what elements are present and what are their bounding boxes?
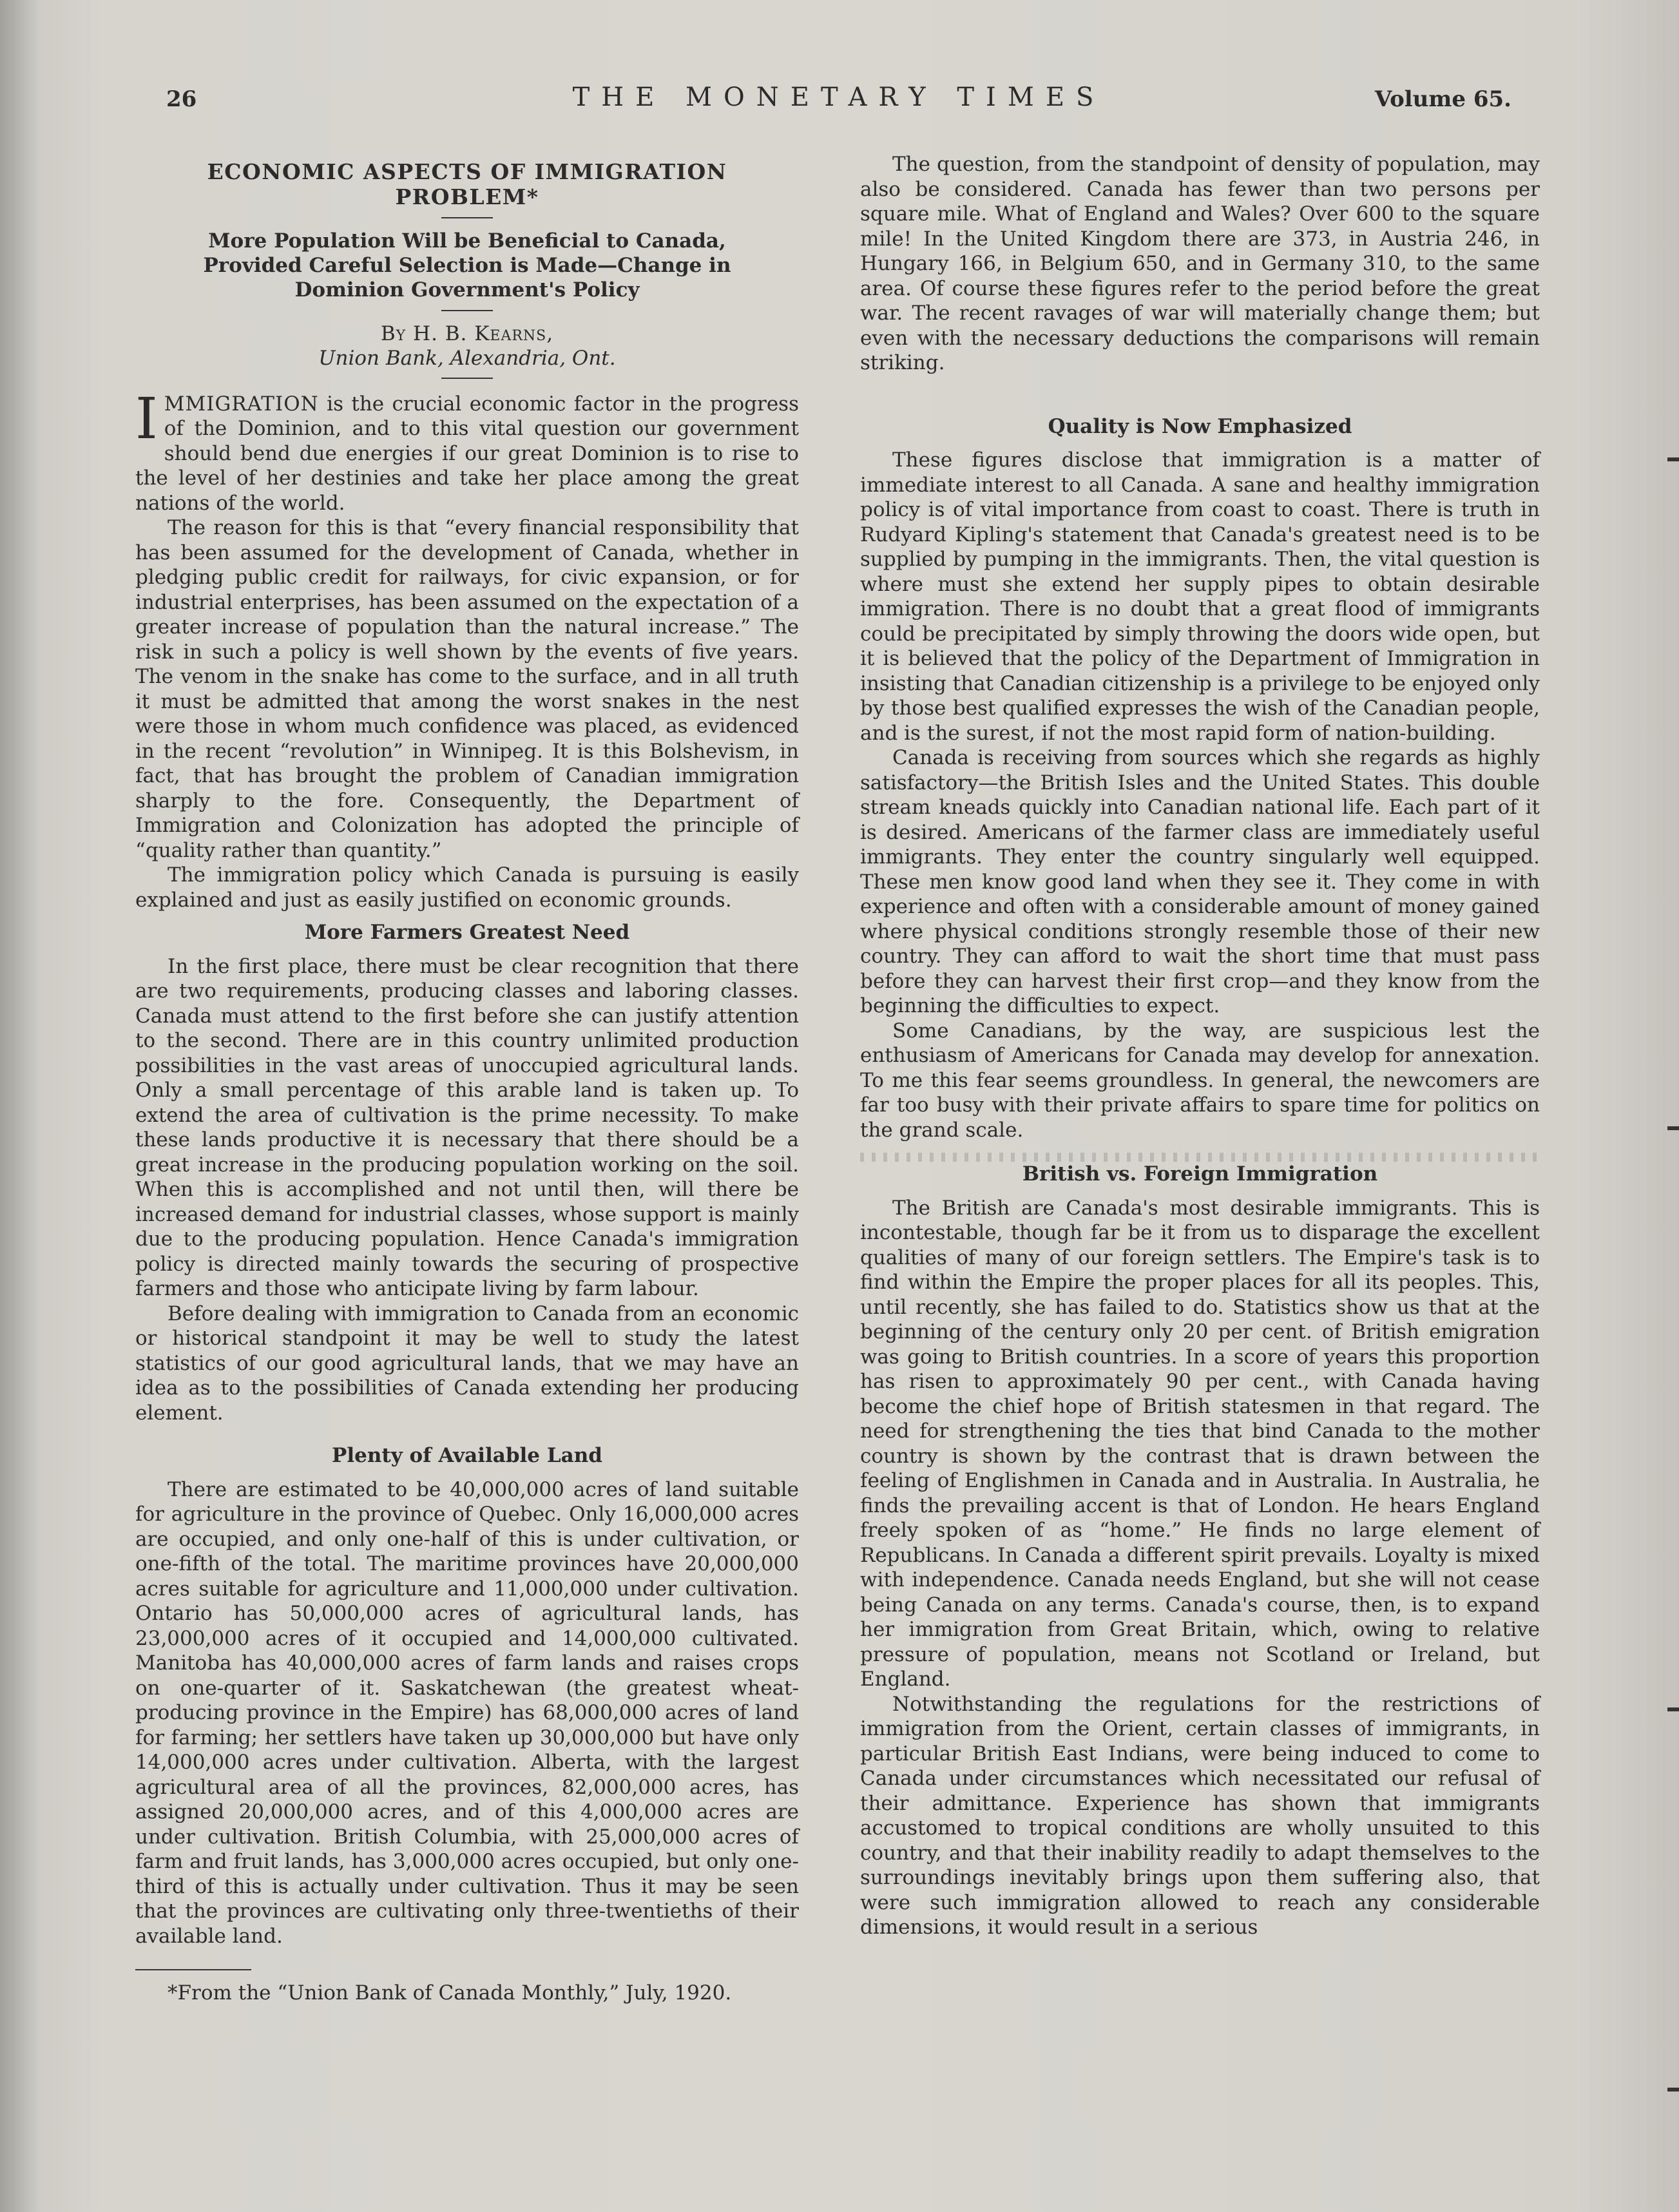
masthead: THE MONETARY TIMES <box>572 82 1106 112</box>
article-title: ECONOMIC ASPECTS OF IMMIGRATION PROBLEM* <box>207 159 727 209</box>
paragraph: The question, from the standpoint of density of population, may also be considered. Canada has fewer than two persons per square mile. What of England and Wales? Over 600 to the square mile! In the United Kingdom there are 373, in Austria 246, in Hungary 166, in Belgium 650, and in Germany 310, to the same area. Of course these figures refer to the period before the great war. The recent ravages of war will materially change them; but even with the necessary deductions the comparisons will remain striking. <box>860 153 1540 374</box>
binding-mark <box>1667 1707 1679 1711</box>
lead-word: MMIGRATION <box>164 392 319 416</box>
author-affiliation: Union Bank, Alexandria, Ont. <box>318 346 616 370</box>
binding-mark <box>1667 1126 1679 1130</box>
binding-mark <box>1667 457 1679 461</box>
page-header <box>166 82 1511 121</box>
paragraph: The British are Canada's most desirable immigrants. This is incontestable, though far be it from us to disparage the excellent qualities of many of our foreign settlers. The Empire's task is to find within the Empire the proper places for all its peoples. This, until recently, she has failed to do. Statistics show us that at the beginning of the century only 20 per cent. of British emigration was going to British countries. In a score of years this proportion has risen to approximately 90 per cent., with Canada having become the chief hope of British statesmen in that regard. The need for strengthening the ties that bind Canada to the mother country is shown by the contrast that is drawn between the feeling of Englishmen in Canada and in Australia. In Australia, he finds the prevailing accent is that of London. He hears England freely spoken of as “home.” He finds no large element of Republicans. In Canada a different spirit prevails. Loyalty is mixed with independence. Canada needs England, but she will not cease being Canada on any terms. Canada's course, then, is to expand her immigration from Great Britain, which, owing to relative pressure of population, means not Scotland or Ireland, but England. <box>860 1196 1540 1691</box>
page-number: 26 <box>166 86 197 112</box>
section-heading-farmers: More Farmers Greatest Need <box>304 921 630 944</box>
paragraph: In the first place, there must be clear recognition that there are two requirements, producing classes and laboring classes. Canada must attend to the first before she can justify attention to the second. There are in this country unlimited production possibilities in the vast areas of unoccupied agricultural lands. Only a small percentage of this arable land is taken up. To extend the area of cultivation is the prime necessity. To make these lands productive it is necessary that there should be a great increase in the producing population working on the soil. When this is accomplished and not until then, will there be increased demand for industrial classes, whose support is mainly due to the producing population. Hence Canada's immigration policy is directed mainly towards the securing of prospective farmers and those who anticipate living by farm labour. <box>135 954 799 1300</box>
title-rule <box>441 217 493 218</box>
section-heading-british: British vs. Foreign Immigration <box>1022 1162 1378 1186</box>
paragraph: These figures disclose that immigration is a matter of immediate interest to all Canada. A sane and healthy immigration policy is of vital importance from coast to coast. There is truth in Rudyard Kipling's statement that Canada's greatest need is to be supplied by pumping in the immigrants. Then, the vital question is where must she extend her supply pipes to obtain desirable immigration. There is no doubt that a great flood of immigrants could be precipitated by simply throwing the doors wide open, but it is believed that the policy of the Department of Immigration in insisting that Canadian citizenship is a privilege to be enjoyed only by those best qualified expresses the wish of the Canadian people, and is the surest, if not the most rapid form of nation-building. <box>860 448 1540 745</box>
subtitle-rule <box>441 310 493 311</box>
paragraph: Canada is receiving from sources which she regards as highly satisfactory—the British Isles and the United States. This double stream kneads quickly into Canadian national life. Each part of it is desired. Americans of the farmer class are immediately useful immigrants. They enter the country singularly well equipped. These men know good land when they see it. They come in with experience and often with a considerable amount of money gained where physical conditions strongly resemble those of their new country. They can afford to wait the short time that must pass before they can harvest their first crop—and they know from the beginning the difficulties to expect. <box>860 746 1540 1017</box>
paragraph: Some Canadians, by the way, are suspicious lest the enthusiasm of Americans for Canada may develop for annexation. To me this fear seems groundless. In general, the newcomers are far too busy with their private affairs to spare time for politics on the grand scale. <box>860 1019 1540 1142</box>
byline: By H. B. Kearns, <box>380 322 554 345</box>
footnote: *From the “Union Bank of Canada Monthly,” July, 1920. <box>168 1981 732 2005</box>
paragraph: The immigration policy which Canada is pursuing is easily explained and just as easily justified on economic grounds. <box>135 863 799 912</box>
print-bleed <box>860 1153 1540 1162</box>
paragraph: There are estimated to be 40,000,000 acres of land suitable for agriculture in the province of Quebec. Only 16,000,000 acres are occupied, and only one-half of this is under cultivation, or one-fifth of the total. The maritime provinces have 20,000,000 acres suitable for agriculture and 11,000,000 under cultivation. Ontario has 50,000,000 acres of agricultural lands, has 23,000,000 acres of it occupied and 14,000,000 cultivated. Manitoba has 40,000,000 acres of farm lands and raises crops on one-quarter of it. Saskatchewan (the greatest wheat-producing province in the Empire) has 68,000,000 acres of land for farming; her settlers have taken up 30,000,000 but have only 14,000,000 acres under cultivation. Alberta, with the largest agricultural area of all the provinces, 82,000,000 acres, has assigned 20,000,000 acres, and of this 4,000,000 acres are under cultivation. British Columbia, with 25,000,000 acres of farm and fruit lands, has 3,000,000 acres occupied, but only one-third of this is actually under cultivation. Thus it may be seen that the provinces are cultivating only three-twentieths of their available land. <box>135 1477 799 1948</box>
section-heading-land: Plenty of Available Land <box>332 1444 602 1467</box>
left-column <box>135 152 799 2006</box>
paragraph-intro <box>135 385 799 516</box>
paragraph: Before dealing with immigration to Canada from an economic or historical standpoint it may be well to study the latest statistics of our good agricultural lands, that we may have an idea as to the possibilities of Canada extending her producing element. <box>135 1302 799 1425</box>
right-column <box>860 152 1540 1940</box>
volume-label: Volume 65. <box>1374 86 1511 112</box>
spacer <box>860 376 1540 407</box>
drop-cap: I <box>135 385 158 452</box>
byline-rule <box>441 378 493 379</box>
article-subtitle: More Population Will be Beneficial to Canada, Provided Careful Selection is Made—Change in Dominion Government's Policy <box>203 229 731 302</box>
paragraph: Notwithstanding the regulations for the restrictions of immigration from the Orient, certain classes of immigrants, in particular British East Indians, were being induced to come to Canada under circumstances which necessitated our refusal of their admittance. Experience has shown that immigrants accustomed to tropical conditions are wholly unsuited to this country, and that their inability readily to adapt themselves to the surroundings inevitably brings upon them suffering also, that were such immigration allowed to reach any considerable dimensions, it would result in a serious <box>860 1692 1540 1939</box>
footnote-rule <box>135 1969 251 1970</box>
paragraph: The reason for this is that “every financial responsibility that has been assumed for the development of Canada, whether in pledging public credit for railways, for civic expansion, or for industrial enterprises, has been assumed on the expectation of a greater increase of population than the natural increase.” The risk in such a policy is well shown by the events of five years. The venom in the snake has come to the surface, and in all truth it must be admitted that among the worst snakes in the nest were those in whom much confidence was placed, as evidenced in the recent “revolution” in Winnipeg. It is this Bolshevism, in fact, that has brought the problem of Canadian immigration sharply to the fore. Consequently, the Department of Immigration and Colonization has adopted the principle of “quality rather than quantity.” <box>135 516 799 862</box>
paragraph-intro-text: is the crucial economic factor in the progress of the Dominion, and to this vital question our government should bend due energies if our great Dominion is to rise to the level of her destinies and take her place among the great nations of the world. <box>135 392 799 515</box>
section-heading-quality: Quality is Now Emphasized <box>1048 414 1352 438</box>
binding-mark <box>1667 2088 1679 2092</box>
